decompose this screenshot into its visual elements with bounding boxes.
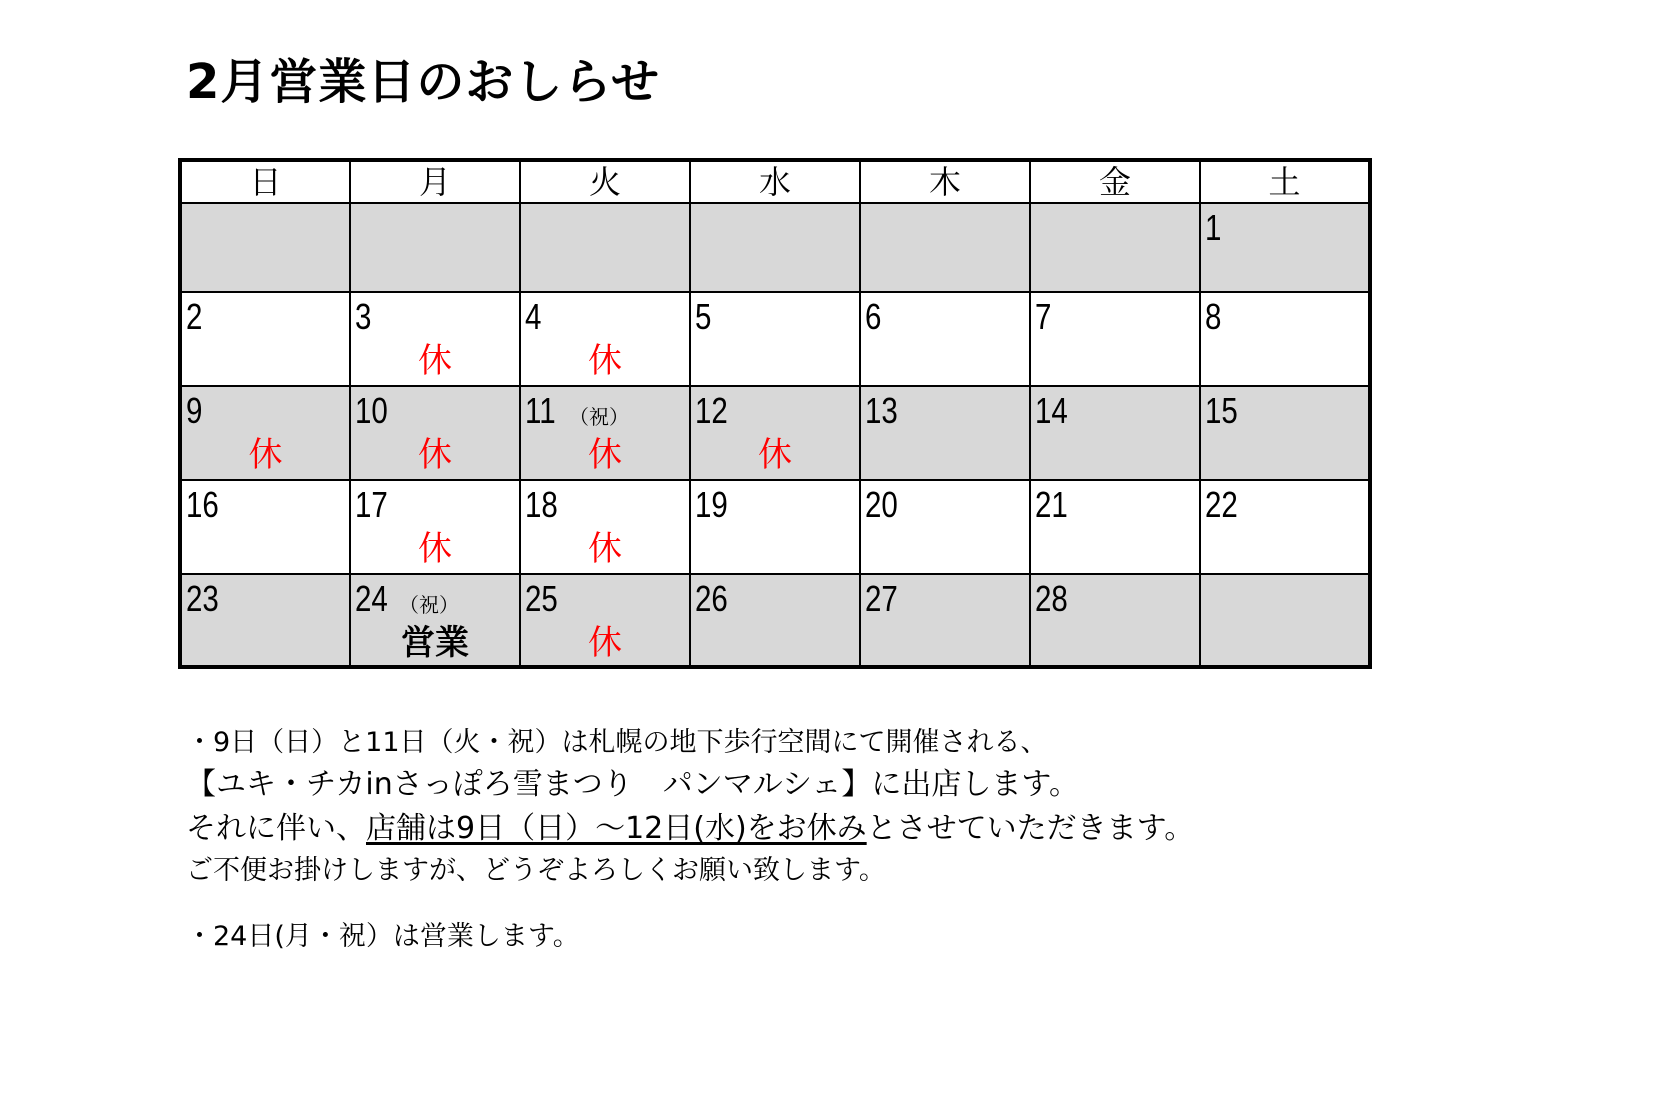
day-cell — [1030, 480, 1200, 574]
closed-mark: 休 — [418, 341, 452, 381]
closed-mark: 休 — [418, 435, 452, 475]
day-cell — [520, 386, 690, 480]
day-cell — [1030, 574, 1200, 667]
day-number: 21 — [1035, 484, 1068, 525]
day-number: 10 — [355, 390, 388, 431]
day-number: 24 — [355, 578, 388, 619]
day-number: 9 — [186, 390, 203, 431]
weekday-tue: 火 — [520, 160, 690, 203]
day-cell — [860, 292, 1030, 386]
day-cell — [1200, 203, 1370, 292]
day-number: 8 — [1205, 296, 1222, 337]
note-line-3a: それに伴い、 — [186, 811, 366, 846]
day-number: 14 — [1035, 390, 1068, 431]
closed-mark: 休 — [588, 623, 622, 663]
day-cell — [180, 203, 350, 292]
day-cell — [180, 386, 350, 480]
day-cell — [180, 574, 350, 667]
day-cell — [690, 574, 860, 667]
day-number: 16 — [186, 484, 219, 525]
day-cell — [1030, 292, 1200, 386]
closed-mark: 休 — [588, 529, 622, 569]
note-line-4: ご不便お掛けしますが、どうぞよろしくお願い致します。 — [186, 855, 886, 886]
week-row — [180, 480, 1370, 574]
day-number: 12 — [695, 390, 728, 431]
day-cell — [690, 480, 860, 574]
day-cell — [520, 292, 690, 386]
weekday-sat: 土 — [1200, 160, 1370, 203]
closed-mark: 休 — [588, 435, 622, 475]
day-number: 3 — [355, 296, 372, 337]
week-row — [180, 574, 1370, 667]
weekday-thu: 木 — [860, 160, 1030, 203]
weekday-wed: 水 — [690, 160, 860, 203]
day-cell — [690, 386, 860, 480]
day-cell — [350, 386, 520, 480]
page-title: 2月営業日のおしらせ — [186, 54, 660, 110]
note-line-1: ・9日（日）と11日（火・祝）は札幌の地下歩行空間にて開催される、 — [186, 727, 1048, 758]
holiday-mark: （祝） — [569, 405, 629, 429]
day-number: 28 — [1035, 578, 1068, 619]
day-cell — [520, 203, 690, 292]
closed-mark: 休 — [418, 529, 452, 569]
open-mark: 営業 — [401, 623, 469, 663]
day-cell — [690, 292, 860, 386]
day-number: 17 — [355, 484, 388, 525]
day-number: 7 — [1035, 296, 1052, 337]
note-line-3c: とさせていただきます。 — [866, 811, 1195, 846]
day-cell — [860, 480, 1030, 574]
day-number: 18 — [525, 484, 558, 525]
closed-mark: 休 — [248, 435, 283, 475]
closed-mark: 休 — [588, 341, 622, 381]
day-number: 11 — [525, 390, 556, 431]
weekday-fri: 金 — [1030, 160, 1200, 203]
day-number: 2 — [186, 296, 203, 337]
day-cell — [520, 480, 690, 574]
day-cell — [1200, 386, 1370, 480]
day-number: 23 — [186, 578, 219, 619]
day-number: 20 — [865, 484, 898, 525]
day-cell — [1200, 480, 1370, 574]
note-line-3-underlined: 店舗は9日（日）～12日(水)をお休み — [366, 811, 867, 846]
day-cell — [1030, 203, 1200, 292]
day-number: 25 — [525, 578, 558, 619]
day-cell — [350, 480, 520, 574]
day-cell — [860, 574, 1030, 667]
day-number: 5 — [695, 296, 712, 337]
weekday-header-row — [180, 160, 1370, 203]
week-row — [180, 292, 1370, 386]
week-row — [180, 203, 1370, 292]
day-number: 1 — [1205, 207, 1222, 248]
day-cell — [180, 292, 350, 386]
note-line-3 — [186, 812, 1194, 846]
weekday-sun: 日 — [180, 160, 350, 203]
day-cell — [690, 203, 860, 292]
day-cell — [1030, 386, 1200, 480]
day-number: 6 — [865, 296, 882, 337]
day-cell — [1200, 292, 1370, 386]
day-number: 26 — [695, 578, 728, 619]
day-number: 27 — [865, 578, 898, 619]
day-cell — [350, 292, 520, 386]
day-cell — [180, 480, 350, 574]
week-row — [180, 386, 1370, 480]
note-line-2: 【ユキ・チカinさっぽろ雪まつり パンマルシェ】に出店します。 — [186, 767, 1079, 802]
day-number: 15 — [1205, 390, 1238, 431]
day-number: 22 — [1205, 484, 1238, 525]
weekday-mon: 月 — [350, 160, 520, 203]
closed-mark: 休 — [758, 435, 792, 475]
holiday-mark: （祝） — [399, 593, 459, 617]
day-cell — [350, 203, 520, 292]
note-line-5: ・24日(月・祝）は営業します。 — [186, 921, 580, 952]
day-cell — [350, 574, 520, 667]
day-cell — [860, 203, 1030, 292]
day-number: 13 — [865, 390, 898, 431]
day-number: 4 — [525, 296, 542, 337]
day-number: 19 — [695, 484, 728, 525]
calendar — [178, 158, 1372, 669]
day-cell — [1200, 574, 1370, 667]
day-cell — [860, 386, 1030, 480]
day-cell — [520, 574, 690, 667]
